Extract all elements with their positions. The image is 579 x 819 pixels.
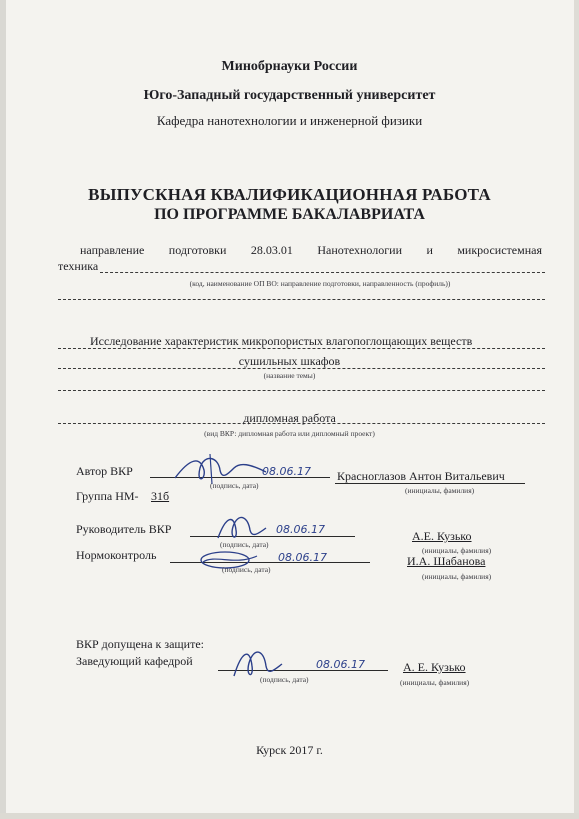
normcontrol-name-caption: (инициалы, фамилия) (422, 572, 492, 581)
author-sign-date: 08.06.17 (262, 465, 311, 478)
normcontrol-sign-date: 08.06.17 (278, 551, 327, 564)
author-name-caption: (инициалы, фамилия) (405, 486, 475, 495)
group-label: Группа НМ- (76, 489, 139, 503)
head-sign-date: 08.06.17 (316, 658, 365, 671)
topic-line1: Исследование характеристик микропористых влагопоглощающих веществ (90, 334, 473, 348)
direction-line1: направление подготовки 28.03.01 Нанотехнологии и микросистемная (80, 243, 542, 257)
work-kind-caption: (вид ВКР: дипломная работа или дипломный проект) (204, 429, 375, 438)
author-name-line (335, 483, 525, 484)
direction-underline (100, 272, 545, 273)
group-value: 31б (151, 489, 170, 503)
supervisor-label: Руководитель ВКР (76, 522, 172, 536)
direction-caption: (код, наименование ОП ВО: направление подготовки, направленность (профиль)) (189, 279, 451, 288)
head-name-caption: (инициалы, фамилия) (400, 678, 470, 687)
topic-underline1 (58, 348, 545, 349)
document-title-line2: ПО ПРОГРАММЕ БАКАЛАВРИАТА (154, 206, 425, 223)
topic-caption: (название темы) (263, 371, 316, 380)
topic-extra-line1 (58, 390, 545, 391)
ministry-name: Минобрнауки России (221, 59, 358, 74)
direction-line2: техника (58, 259, 99, 273)
city-year: Курск 2017 г. (256, 743, 323, 757)
direction-extra-line (58, 299, 545, 300)
normcontrol-sign-caption: (подпись, дата) (222, 565, 271, 574)
work-kind-value: дипломная работа (243, 411, 336, 425)
author-name: Красноглазов Антон Витальевич (337, 469, 505, 483)
normcontrol-label: Нормоконтроль (76, 548, 157, 562)
head-name: А. Е. Кузько (403, 660, 466, 674)
supervisor-name-caption: (инициалы, фамилия) (422, 546, 492, 555)
supervisor-name: А.Е. Кузько (412, 529, 472, 543)
supervisor-sign-date: 08.06.17 (276, 523, 325, 536)
head-of-department-label: Заведующий кафедрой (76, 654, 193, 668)
head-sign-caption: (подпись, дата) (260, 675, 309, 684)
author-label: Автор ВКР (76, 464, 133, 478)
admission-line: ВКР допущена к защите: (76, 637, 204, 651)
topic-underline2 (58, 368, 545, 369)
department-name: Кафедра нанотехнологии и инженерной физики (156, 113, 423, 128)
topic-line2: сушильных шкафов (238, 354, 341, 368)
scan-edge-bottom (0, 813, 579, 819)
normcontrol-name: И.А. Шабанова (407, 554, 486, 568)
university-name: Юго-Западный государственный университет (143, 88, 436, 103)
supervisor-sign-caption: (подпись, дата) (220, 540, 269, 549)
document-title-line1: ВЫПУСКНАЯ КВАЛИФИКАЦИОННАЯ РАБОТА (88, 185, 491, 204)
author-sign-caption: (подпись, дата) (210, 481, 259, 490)
